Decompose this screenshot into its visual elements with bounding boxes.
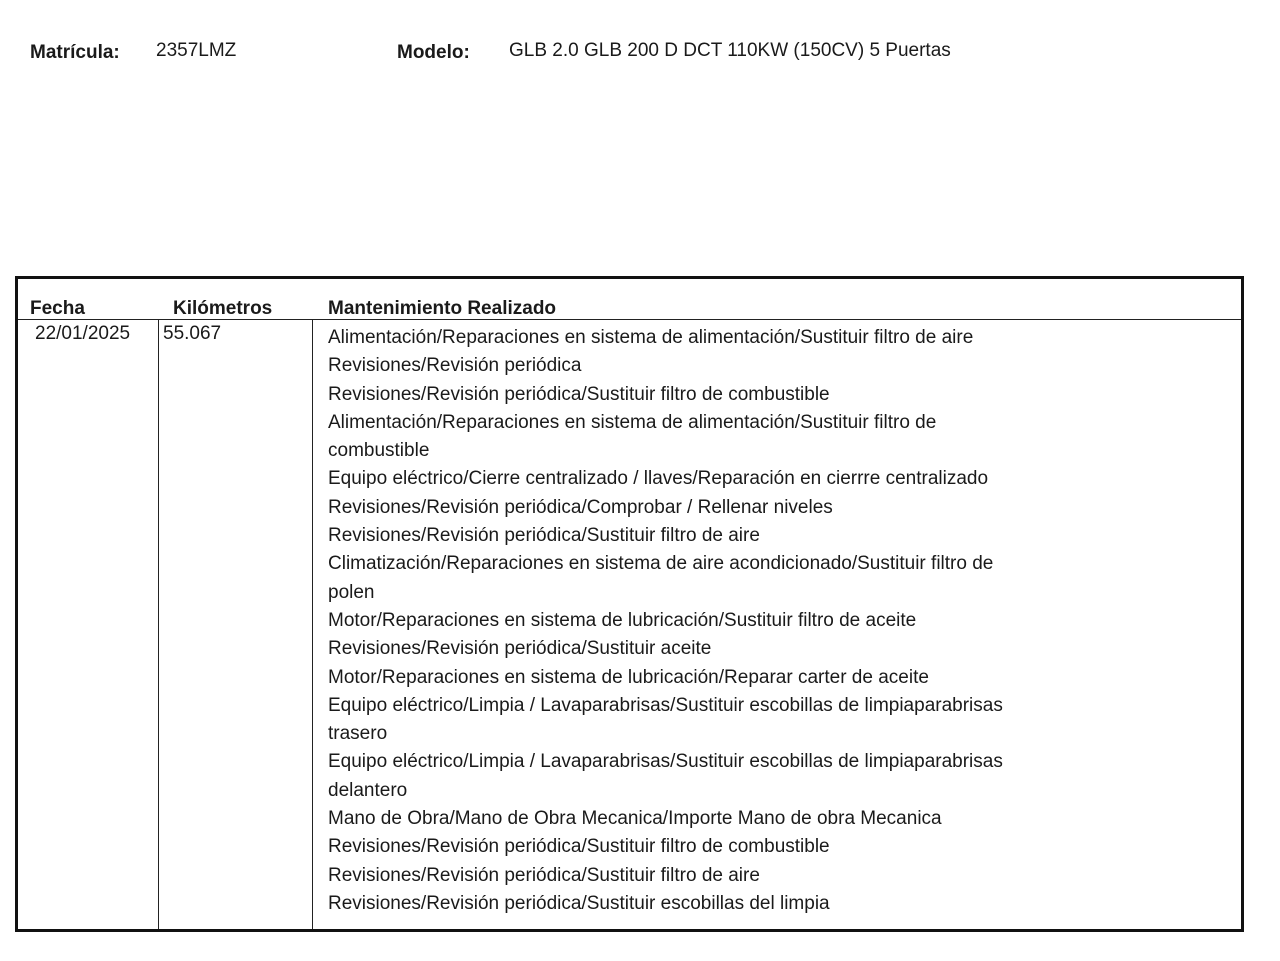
maintenance-line: Equipo eléctrico/Cierre centralizado / llaves/Reparación en cierrre centralizado (328, 468, 989, 490)
maintenance-line: Revisiones/Revisión periódica/Sustituir filtro de aire (328, 864, 760, 886)
maintenance-line: Motor/Reparaciones en sistema de lubricación/Sustituir filtro de aceite (328, 609, 917, 631)
maintenance-line: Climatización/Reparaciones en sistema de aire acondicionado/Sustituir filtro de (328, 553, 994, 575)
plate-label: Matrícula: (30, 42, 120, 63)
maintenance-line: Motor/Reparaciones en sistema de lubricación/Reparar carter de aceite (328, 666, 929, 688)
column-divider (312, 319, 313, 929)
date-cell: 22/01/2025 (35, 323, 131, 344)
maintenance-line: delantero (328, 779, 408, 801)
maintenance-line: Alimentación/Reparaciones en sistema de alimentación/Sustituir filtro de (328, 411, 937, 433)
model-value: GLB 2.0 GLB 200 D DCT 110KW (150CV) 5 Puertas (509, 40, 951, 61)
maintenance-line: polen (328, 581, 375, 603)
model-label: Modelo: (397, 42, 470, 63)
km-cell: 55.067 (163, 323, 222, 344)
column-header-maintenance: Mantenimiento Realizado (328, 298, 557, 319)
column-header-date: Fecha (30, 298, 85, 319)
maintenance-line: Revisiones/Revisión periódica/Comprobar / Rellenar niveles (328, 496, 833, 518)
maintenance-line: Revisiones/Revisión periódica/Sustituir filtro de combustible (328, 836, 830, 858)
maintenance-line: Revisiones/Revisión periódica/Sustituir aceite (328, 638, 712, 660)
maintenance-line: combustible (328, 440, 430, 462)
maintenance-line: Revisiones/Revisión periódica/Sustituir filtro de combustible (328, 383, 830, 405)
header-divider (18, 319, 1241, 320)
maintenance-line: Alimentación/Reparaciones en sistema de alimentación/Sustituir filtro de aire (328, 327, 974, 348)
maintenance-line: trasero (328, 723, 388, 745)
maintenance-line: Equipo eléctrico/Limpia / Lavaparabrisas/Sustituir escobillas de limpiaparabrisas (328, 751, 1003, 773)
maintenance-line: Revisiones/Revisión periódica/Sustituir escobillas del limpia (328, 892, 830, 914)
column-header-km: Kilómetros (173, 298, 273, 319)
maintenance-list (328, 324, 1088, 918)
plate-value: 2357LMZ (156, 40, 237, 61)
maintenance-table (15, 276, 1244, 932)
maintenance-line: Mano de Obra/Mano de Obra Mecanica/Importe Mano de obra Mecanica (328, 808, 942, 830)
maintenance-line: Revisiones/Revisión periódica (328, 355, 582, 377)
column-divider (158, 319, 159, 929)
maintenance-line: Equipo eléctrico/Limpia / Lavaparabrisas/Sustituir escobillas de limpiaparabrisas (328, 694, 1003, 716)
maintenance-line: Revisiones/Revisión periódica/Sustituir filtro de aire (328, 525, 760, 547)
